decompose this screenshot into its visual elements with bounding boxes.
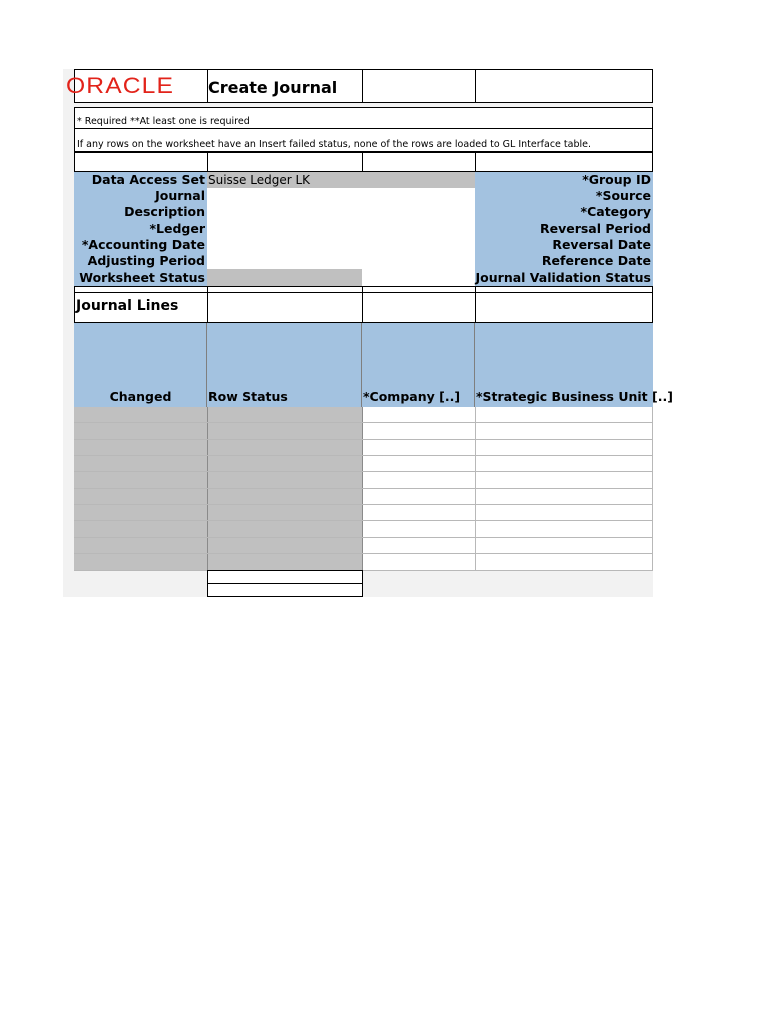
table-row[interactable] xyxy=(74,423,653,440)
label-reference-date: Reference Date xyxy=(541,253,651,268)
insert-failed-note: If any rows on the worksheet have an Insert failed status, none of the rows are loaded to GL Interface table. xyxy=(77,139,591,150)
spacer-row-a xyxy=(74,152,208,172)
label-source: *Source xyxy=(595,188,651,203)
table-row[interactable] xyxy=(74,440,653,456)
trailing-cell-1 xyxy=(207,570,363,584)
required-note: * Required **At least one is required xyxy=(77,116,250,127)
label-journal-validation-status: Journal Validation Status xyxy=(475,270,651,285)
col-label-company: *Company [..] xyxy=(363,389,461,404)
value-data-access-set: Suisse Ledger LK xyxy=(208,173,311,187)
oracle-logo: ORACLE xyxy=(66,73,175,98)
table-row[interactable] xyxy=(74,407,653,423)
spacer-row-b xyxy=(207,152,363,172)
table-row[interactable] xyxy=(74,521,653,538)
label-reversal-date: Reversal Date xyxy=(552,237,651,252)
table-row[interactable] xyxy=(74,489,653,505)
title-row-cell-3 xyxy=(362,292,476,323)
label-data-access-set: Data Access Set xyxy=(91,172,205,187)
table-row[interactable] xyxy=(74,554,653,571)
label-worksheet-status: Worksheet Status xyxy=(79,270,205,285)
label-description: Description xyxy=(124,204,205,219)
worksheet-area xyxy=(63,69,673,597)
spacer-row-c xyxy=(362,152,476,172)
header-cell-3 xyxy=(362,69,476,103)
col-label-changed: Changed xyxy=(109,389,172,404)
spacer-row-d xyxy=(475,152,653,172)
label-group-id: *Group ID xyxy=(582,172,651,187)
page-title: Create Journal xyxy=(208,78,338,97)
col-label-sbu: *Strategic Business Unit [..] xyxy=(476,389,673,404)
title-row-cell-4 xyxy=(475,292,653,323)
label-accounting-date: *Accounting Date xyxy=(81,237,205,252)
label-reversal-period: Reversal Period xyxy=(539,221,651,236)
header-cell-4 xyxy=(475,69,653,103)
trailing-cell-2 xyxy=(207,583,363,597)
label-category: *Category xyxy=(580,204,651,219)
table-row[interactable] xyxy=(74,472,653,489)
label-journal: Journal xyxy=(155,188,205,203)
label-ledger: *Ledger xyxy=(149,221,205,236)
worksheet-status-field xyxy=(207,269,362,286)
table-row[interactable] xyxy=(74,505,653,521)
table-row[interactable] xyxy=(74,538,653,554)
label-adjusting-period: Adjusting Period xyxy=(87,253,205,268)
table-row[interactable] xyxy=(74,456,653,472)
title-row-cell-2 xyxy=(207,292,363,323)
journal-lines-title: Journal Lines xyxy=(76,298,179,314)
col-label-row-status: Row Status xyxy=(208,389,288,404)
